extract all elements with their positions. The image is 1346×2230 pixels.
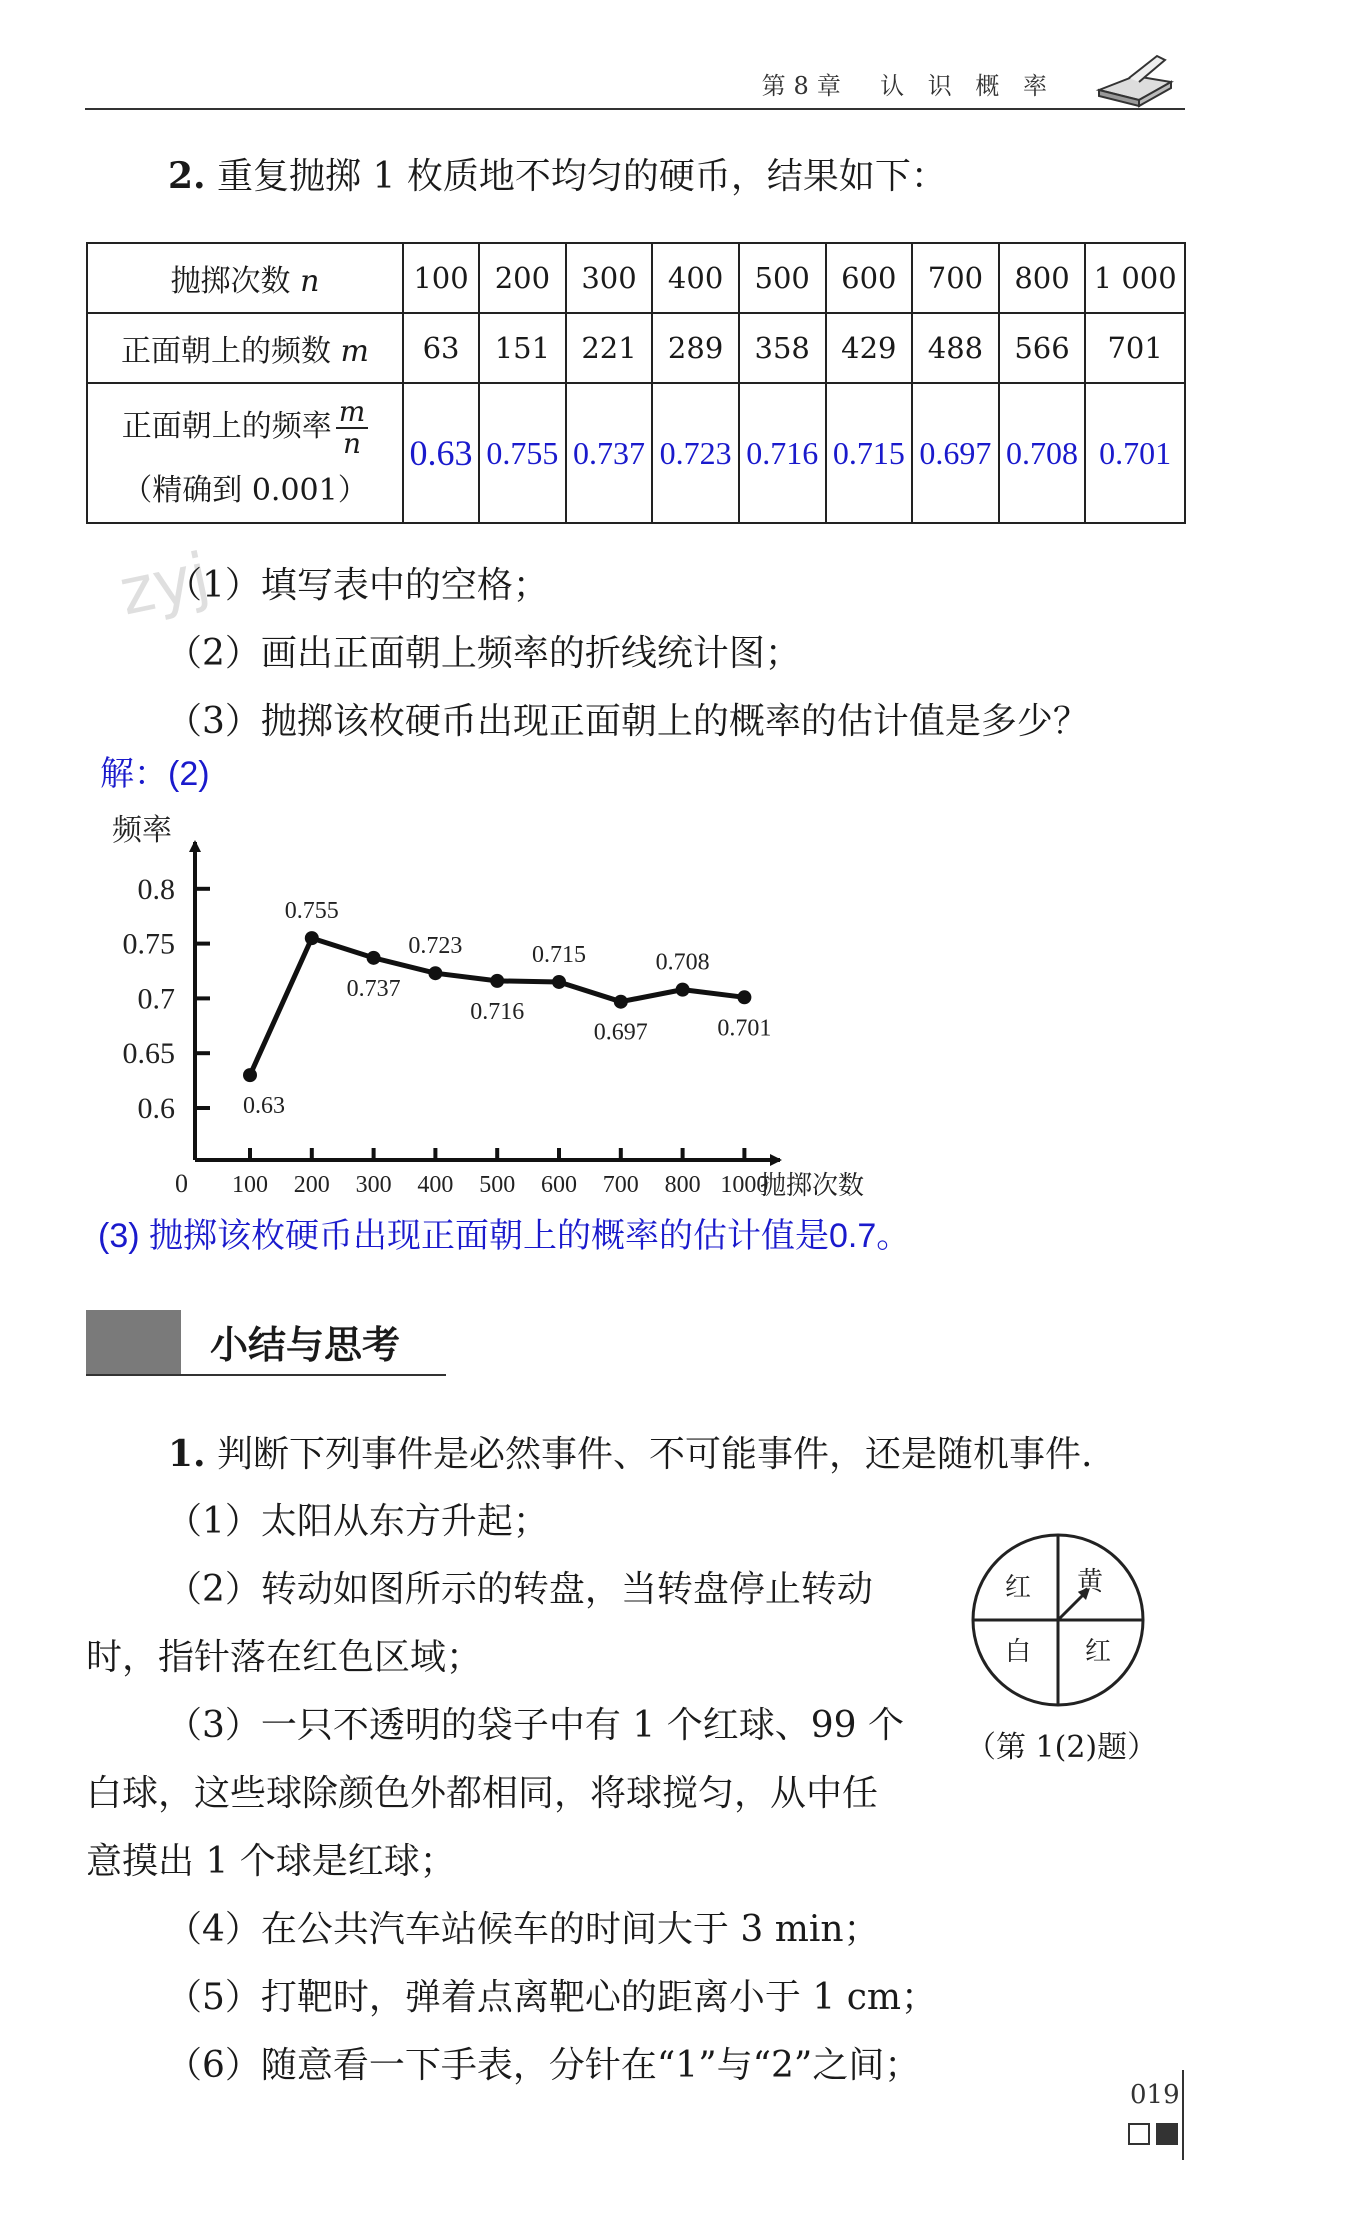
spinner-caption: （第 1(2)题） bbox=[966, 1730, 1158, 1765]
sector-bottom-left: 白 bbox=[1004, 1637, 1032, 1666]
answer-cell: 0.697 bbox=[912, 383, 999, 523]
data-point bbox=[614, 995, 628, 1009]
x-axis-label: 抛掷次数 bbox=[760, 1171, 865, 1200]
data-label: 0.63 bbox=[243, 1093, 285, 1120]
table-cell: 200 bbox=[479, 243, 566, 313]
data-label: 0.755 bbox=[284, 898, 339, 925]
precision-note: （精确到 0.001） bbox=[122, 473, 368, 508]
sub-question-1: （1）填写表中的空格； bbox=[166, 565, 549, 606]
summary-question-1 bbox=[168, 1434, 1093, 1475]
page-number: 019 bbox=[1130, 2080, 1180, 2110]
table-cell: 429 bbox=[826, 313, 913, 383]
data-point bbox=[243, 1068, 257, 1082]
data-point bbox=[737, 990, 751, 1004]
x-tick-label: 200 bbox=[293, 1172, 330, 1198]
book-icon bbox=[1095, 52, 1175, 108]
x-tick-label: 1000 bbox=[720, 1172, 769, 1198]
table-cell: 1 000 bbox=[1085, 243, 1185, 313]
section-bar bbox=[86, 1310, 181, 1374]
data-label: 0.697 bbox=[593, 1019, 648, 1046]
x-tick-label: 700 bbox=[602, 1172, 639, 1198]
page-header bbox=[85, 58, 1185, 110]
row-header-heads: 正面朝上的频数 m bbox=[87, 313, 403, 383]
answer-cell: 0.701 bbox=[1085, 383, 1185, 523]
summary-item-6: （6）随意看一下手表，分针在“1”与“2”之间； bbox=[166, 2045, 921, 2086]
answer-cell: 0.715 bbox=[826, 383, 913, 523]
summary-item-3c: 意摸出 1 个球是红球； bbox=[86, 1841, 456, 1882]
table-cell: 221 bbox=[566, 313, 653, 383]
origin-label: 0 bbox=[175, 1169, 188, 1198]
frequency-line-chart bbox=[90, 800, 910, 1210]
data-labels bbox=[243, 898, 771, 1119]
data-point bbox=[305, 931, 319, 945]
sector-top-right: 黄 bbox=[1076, 1567, 1104, 1596]
watermark: zyj bbox=[113, 539, 216, 631]
sector-top-left: 红 bbox=[1004, 1573, 1032, 1602]
y-tick-label: 0.8 bbox=[137, 872, 175, 906]
y-tick-label: 0.6 bbox=[137, 1092, 175, 1125]
answer-cell: 0.755 bbox=[479, 383, 566, 523]
empty-square-icon bbox=[1128, 2123, 1150, 2145]
table-row bbox=[87, 243, 1185, 313]
data-point bbox=[552, 975, 566, 989]
table-row bbox=[87, 383, 1185, 523]
frequency-table bbox=[86, 242, 1186, 524]
answer-cell: 0.716 bbox=[739, 383, 826, 523]
table-cell: 488 bbox=[912, 313, 999, 383]
y-tick-label: 0.7 bbox=[137, 982, 175, 1016]
section-underline bbox=[86, 1374, 446, 1376]
table-cell: 151 bbox=[479, 313, 566, 383]
x-tick-label: 400 bbox=[417, 1172, 454, 1198]
problem-text: 判断下列事件是必然事件、不可能事件，还是随机事件. bbox=[217, 1434, 1093, 1475]
summary-item-2b: 时，指针落在红色区域； bbox=[86, 1637, 483, 1678]
row-header-trials: 抛掷次数 n bbox=[87, 243, 403, 313]
y-tick-label: 0.75 bbox=[122, 927, 175, 961]
solution-label: 解：(2) bbox=[100, 755, 210, 793]
problem-number: 2. bbox=[168, 155, 206, 197]
x-tick-label: 600 bbox=[541, 1172, 577, 1198]
data-point bbox=[428, 966, 442, 980]
data-point bbox=[490, 974, 504, 988]
data-label: 0.716 bbox=[470, 998, 525, 1025]
summary-item-3b: 白球，这些球除颜色外都相同，将球搅匀，从中任 bbox=[86, 1773, 879, 1814]
x-ticks bbox=[232, 1148, 768, 1198]
data-label: 0.701 bbox=[717, 1015, 772, 1042]
answer-cell: 0.737 bbox=[566, 383, 653, 523]
table-cell: 500 bbox=[739, 243, 826, 313]
answer-3: (3) 抛掷该枚硬币出现正面朝上的概率的估计值是0.7。 bbox=[98, 1217, 911, 1255]
fraction-m-over-n: $\frac{m}{n}$ bbox=[336, 397, 369, 459]
page-number-divider bbox=[1182, 2070, 1184, 2160]
data-point bbox=[676, 983, 690, 997]
problem-number: 1. bbox=[168, 1433, 206, 1475]
sector-bottom-right: 红 bbox=[1084, 1637, 1112, 1666]
problem-text: 重复抛掷 1 枚质地不均匀的硬币，结果如下： bbox=[217, 156, 947, 197]
sub-question-3: （3）抛掷该枚硬币出现正面朝上的概率的估计值是多少？ bbox=[166, 701, 1089, 742]
data-label: 0.737 bbox=[346, 975, 401, 1002]
table-cell: 300 bbox=[566, 243, 653, 313]
data-point bbox=[367, 951, 381, 965]
answer-cell: 0.708 bbox=[999, 383, 1086, 523]
table-cell: 701 bbox=[1085, 313, 1185, 383]
spinner-pointer bbox=[1058, 1592, 1086, 1620]
summary-item-3a: （3）一只不透明的袋子中有 1 个红球、99 个 bbox=[166, 1705, 904, 1746]
summary-item-1: （1）太阳从东方升起； bbox=[166, 1501, 549, 1542]
filled-square-icon bbox=[1156, 2123, 1178, 2145]
x-tick-label: 300 bbox=[355, 1172, 392, 1198]
summary-item-5: （5）打靶时，弹着点离靶心的距离小于 1 cm； bbox=[166, 1977, 937, 2018]
answer-cell: 0.63 bbox=[403, 383, 479, 523]
table-cell: 600 bbox=[826, 243, 913, 313]
y-tick-label: 0.65 bbox=[122, 1037, 175, 1071]
data-label: 0.708 bbox=[655, 949, 710, 976]
y-axis-label: 频率 bbox=[112, 814, 172, 847]
row-header-frequency: 正面朝上的频率 $\frac{m}{n}$ （精确到 0.001） bbox=[87, 383, 403, 523]
table-cell: 358 bbox=[739, 313, 826, 383]
table-cell: 800 bbox=[999, 243, 1086, 313]
x-tick-label: 800 bbox=[664, 1172, 701, 1198]
table-cell: 100 bbox=[403, 243, 479, 313]
data-label: 0.715 bbox=[532, 941, 586, 968]
table-cell: 700 bbox=[912, 243, 999, 313]
table-cell: 289 bbox=[652, 313, 739, 383]
table-row bbox=[87, 313, 1185, 383]
chapter-title: 第8章 认 识 概 率 bbox=[761, 72, 1055, 100]
summary-item-2a: （2）转动如图所示的转盘，当转盘停止转动 bbox=[166, 1569, 873, 1610]
x-tick-label: 500 bbox=[479, 1172, 516, 1198]
section-title: 小结与思考 bbox=[210, 1322, 401, 1367]
data-label: 0.723 bbox=[408, 933, 463, 960]
x-tick-label: 100 bbox=[232, 1172, 268, 1198]
table-cell: 400 bbox=[652, 243, 739, 313]
table-cell: 63 bbox=[403, 313, 479, 383]
answer-cell: 0.723 bbox=[652, 383, 739, 523]
summary-item-4: （4）在公共汽车站候车的时间大于 3 min； bbox=[166, 1909, 880, 1950]
problem-2 bbox=[168, 156, 947, 197]
spinner-figure bbox=[960, 1530, 1160, 1710]
table-cell: 566 bbox=[999, 313, 1086, 383]
sub-question-2: （2）画出正面朝上频率的折线统计图； bbox=[166, 633, 801, 674]
